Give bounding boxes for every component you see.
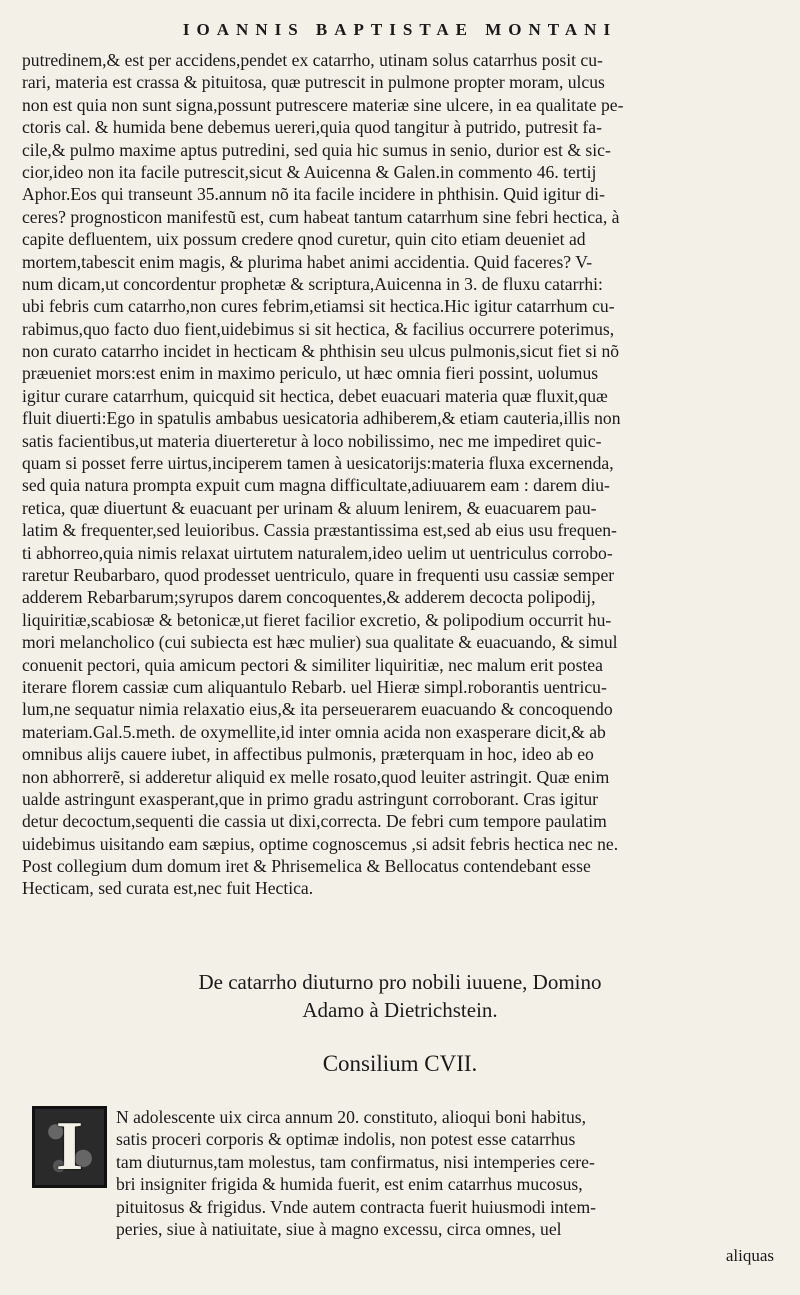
consilium-number: Consilium CVII.	[322, 1051, 478, 1076]
text-line: quam si posset ferre uirtus,inciperem tamen à uesicatorijs:materia fluxa excernenda,	[22, 453, 614, 474]
text-line: tam diuturnus,tam molestus, tam confirmatus, nisi intemperies cere-	[116, 1151, 595, 1172]
text-line: raretur Reubarbaro, quod prodesset uentriculo, quare in frequenti usu cassiæ semper	[22, 564, 615, 585]
text-line: detur decoctum,sequenti die cassia ut dixi,correcta. De febri cum tempore paulatim	[22, 811, 607, 832]
text-line: ualde astringunt exasperant,que in primo gradu astringunt corroborant. Cras igitur	[22, 788, 599, 809]
text-line: pituitosus & frigidus. Vnde autem contracta fuerit huiusmodi intem-	[116, 1196, 596, 1217]
text-line: cior,ideo non ita facile putrescit,sicut & Auicenna & Galen.in commento 46. tertij	[22, 161, 597, 182]
text-line: Aphor.Eos qui transeunt 35.annum nõ ita facile incidere in phthisin. Quid igitur di-	[22, 184, 605, 205]
text-line: satis facientibus,ut materia diuerteretur à loco nobilissimo, nec me impediret quic-	[22, 430, 602, 451]
text-line: ctoris cal. & humida bene debemus uereri,quia quod tangitur à putrido, putresit fa-	[22, 117, 602, 138]
text-line: sed quia natura prompta expuit cum magna difficultate,adiuuarem eam : darem diu-	[22, 475, 610, 496]
text-line: peries, siue à natiuitate, siue à magno excessu, circa omnes, uel	[116, 1218, 562, 1239]
text-line: Hecticam, sed curata est,nec fuit Hectica.	[22, 878, 314, 899]
text-line: retica, quæ diuertunt & euacuant per urinam & aluum lenirem, & euacuarem pau-	[22, 497, 597, 518]
text-line: iterare florem cassiæ cum aliquantulo Rebarb. uel Hieræ simpl.roborantis uentricu-	[22, 676, 607, 697]
body-text	[22, 49, 774, 900]
text-line: non est quia non sunt signa,possunt putrescere materiæ sine ulcere, in ea qualitate pe-	[22, 94, 624, 115]
text-line: ti abhorreo,quia nimis relaxat uirtutem naturalem,ideo uelim ut uentriculus corrobo-	[22, 542, 613, 563]
text-line: rari, materia est crassa & pituitosa, quæ putrescit in pulmone propter moram, ulcus	[22, 72, 605, 93]
text-line: N adolescente uix circa annum 20. constituto, alioqui boni habitus,	[116, 1107, 587, 1127]
text-line: præueniet mors:est enim in maximo periculo, ut hæc omnia fieri possint, uolumus	[22, 363, 599, 384]
text-line: capite defluentem, uix possum credere qnod curetur, quin cito etiam deueniet ad	[22, 229, 586, 250]
text-line: materiam.Gal.5.meth. de oxymellite,id inter omnia acida non exasperare dicit,& ab	[22, 721, 606, 742]
text-line: adderem Rebarbarum;syrupos darem concoquentes,& adderem decocta polipodij,	[22, 587, 596, 608]
section-heading-line-1: De catarrho diuturno pro nobili iuuene, Domino	[198, 970, 602, 994]
text-line: satis proceri corporis & optimæ indolis, non potest esse catarrhus	[116, 1129, 576, 1150]
text-line: latim & frequenter,sed leuioribus. Cassia præstantissima est,sed ab eius usu frequen-	[22, 520, 617, 541]
text-line: liquiritiæ,scabiosæ & betonicæ,ut fieret facilior excretio, & polipodium occurrit hu-	[22, 609, 612, 630]
text-line: putredinem,& est per accidens,pendet ex catarrho, utinam solus catarrhus posit cu-	[22, 50, 603, 70]
opening-paragraph	[116, 1106, 776, 1240]
text-line: non curato catarrho incidet in hecticam & phthisin seu ulcus pulmonis,sicut fiet si nõ	[22, 341, 620, 362]
text-line: lum,ne sequatur nimia relaxatio eius,& ita perseuerarem euacuando & concoquendo	[22, 699, 613, 720]
section-heading-line-2: Adamo à Dietrichstein.	[302, 998, 498, 1022]
text-line: cile,& pulmo maxime aptus putredini, sed quia hic sumus in senio, durior est & sic-	[22, 139, 611, 160]
text-line: mortem,tabescit enim magis, & plurima habet animi accidentia. Quid faceres? V-	[22, 251, 593, 272]
initial-letter: I	[55, 1108, 84, 1185]
text-line: Post collegium dum domum iret & Phrisemelica & Bellocatus contendebant esse	[22, 856, 591, 877]
text-line: rabimus,quo facto duo fient,uidebimus si sit hectica, & facilius occurrere poterimus,	[22, 318, 615, 339]
text-line: num dicam,ut concordentur prophetæ & scriptura,Auicenna in 3. de fluxu catarrhi:	[22, 273, 603, 294]
text-line: bri insigniter frigida & humida fuerit, est enim catarrhus mucosus,	[116, 1174, 583, 1195]
text-line: ceres? prognosticon manifestũ est, cum habeat tantum catarrhum sine febri hectica, à	[22, 206, 620, 227]
text-line: omnibus alijs cauere iubet, in affectibus pulmonis, præterquam in hoc, ideo ab eo	[22, 744, 594, 765]
decorated-initial	[32, 1106, 107, 1188]
text-line: igitur curare catarrhum, quicquid sit hectica, debet euacuari materia quæ fluxit,quæ	[22, 385, 608, 406]
catchword: aliquas	[725, 1246, 774, 1265]
text-line: non abhorrerẽ, si adderetur aliquid ex melle rosato,quod leuiter astringit. Quæ enim	[22, 766, 610, 787]
text-line: mori melancholico (cui subiecta est hæc mulier) sua qualitate & euacuando, & simul	[22, 632, 618, 653]
text-line: uidebimus uisitando eam sæpius, optime cognoscemus ,si adsit febris hectica nec ne.	[22, 833, 619, 854]
running-head: IOANNIS BAPTISTAE MONTANI	[182, 20, 618, 39]
text-line: ubi febris cum catarrho,non cures febrim,etiamsi sit hectica.Hic igitur catarrhum cu-	[22, 296, 615, 317]
text-line: fluit diuerti:Ego in spatulis ambabus uesicatoria adhiberem,& etiam cauteria,illis non	[22, 408, 621, 429]
text-line: conuenit pectori, quia amicum pectori & similiter liquiritiæ, nec malum erit postea	[22, 654, 603, 675]
